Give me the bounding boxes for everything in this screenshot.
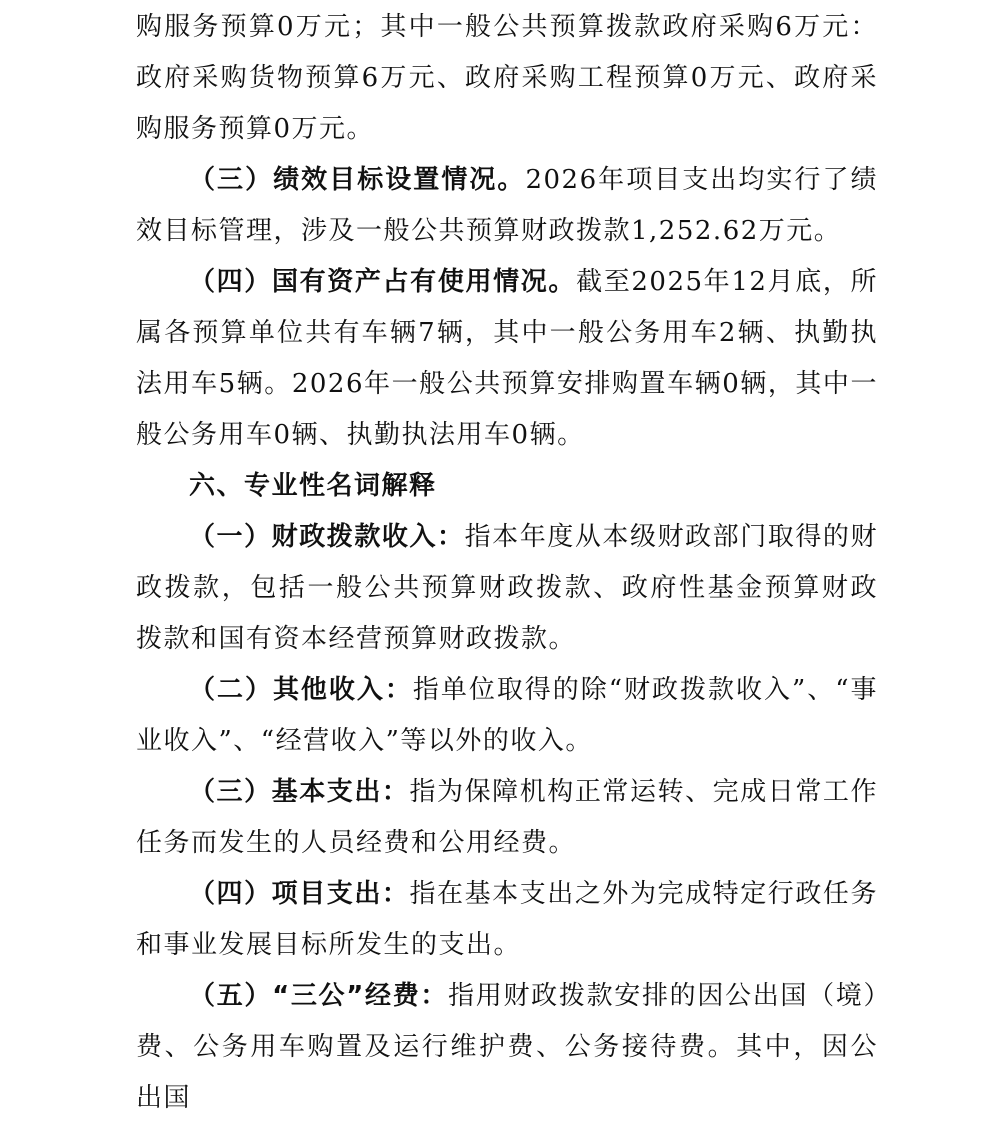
paragraph-state-assets [136, 257, 878, 461]
paragraph-title: （三）绩效目标设置情况。 [189, 165, 526, 195]
paragraph-text: 指用财政拨款安排的因公出国（境）费、公务用车购置及运行维护费、公务接待费。其中，因公出国 [136, 981, 878, 1113]
paragraph-project-expenditure [136, 869, 878, 971]
paragraph-title: （四）项目支出： [189, 879, 410, 909]
paragraph-text: 购服务预算0万元；其中一般公共预算拨款政府采购6万元：政府采购货物预算6万元、政府采购工程预算0万元、政府采购服务预算0万元。 [136, 12, 878, 144]
paragraph-title: （一）财政拨款收入： [189, 522, 465, 552]
paragraph-performance-targets [136, 155, 878, 257]
paragraph-other-income [136, 665, 878, 767]
paragraph-text: 指本年度从本级财政部门取得的财政拨款，包括一般公共预算财政拨款、政府性基金预算财政拨款和国有资本经营预算财政拨款。 [136, 522, 878, 654]
paragraph-procurement-budget [136, 2, 878, 155]
paragraph-text: 2026年项目支出均实行了绩效目标管理，涉及一般公共预算财政拨款1,252.62万元。 [136, 165, 878, 246]
paragraph-text: 指单位取得的除“财政拨款收入”、“事业收入”、“经营收入”等以外的收入。 [136, 675, 878, 756]
document-page [136, 0, 878, 1124]
paragraph-title: （三）基本支出： [189, 777, 410, 807]
paragraph-text: 指为保障机构正常运转、完成日常工作任务而发生的人员经费和公用经费。 [136, 777, 878, 858]
paragraph-three-public-expenses [136, 971, 878, 1124]
paragraph-text: 截至2025年12月底，所属各预算单位共有车辆7辆，其中一般公务用车2辆、执勤执法用车5辆。2026年一般公共预算安排购置车辆0辆，其中一般公务用车0辆、执勤执法用车0辆。 [136, 267, 878, 450]
paragraph-basic-expenditure [136, 767, 878, 869]
paragraph-title: （四）国有资产占有使用情况。 [189, 267, 577, 297]
paragraph-title: （二）其他收入： [189, 675, 413, 705]
paragraph-title: （五）“三公”经费： [189, 981, 449, 1011]
section-heading: 六、专业性名词解释 [189, 471, 437, 501]
paragraph-fiscal-appropriation-income [136, 512, 878, 665]
paragraph-text: 指在基本支出之外为完成特定行政任务和事业发展目标所发生的支出。 [136, 879, 878, 960]
